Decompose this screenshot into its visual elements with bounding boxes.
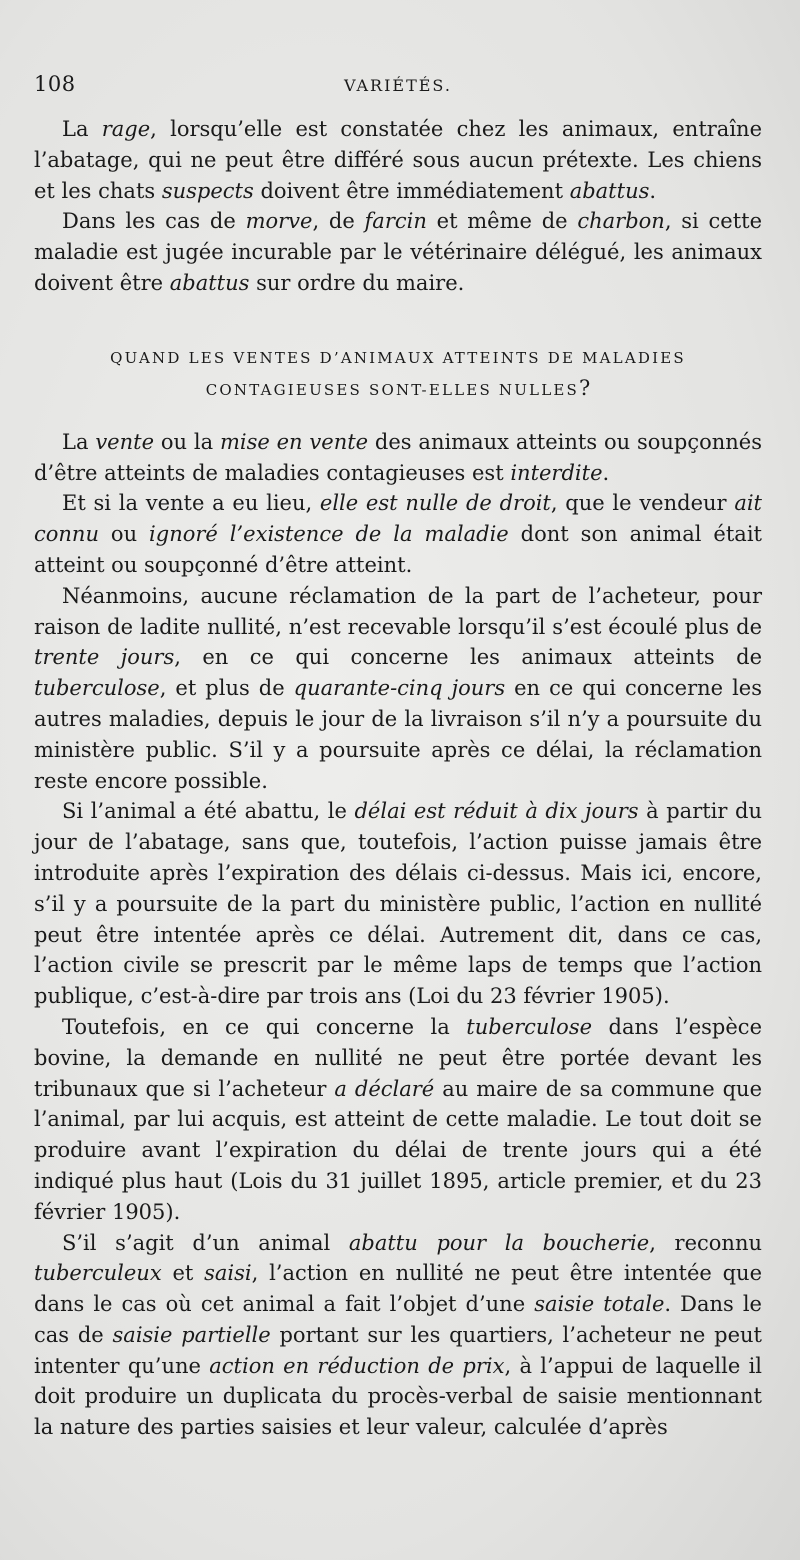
paragraph-morve [34,206,762,298]
text-run: sur ordre du maire. [249,270,465,295]
italic-run: saisie partielle [112,1322,271,1347]
page-body [34,114,762,1443]
italic-run: suspects [161,178,254,203]
text-run: La [62,429,96,454]
page-header [34,72,760,106]
text-run: et [161,1261,205,1286]
italic-run: délai est réduit à dix jours [354,799,639,824]
text-run: , l’action en nullité ne peut être intentée que dans le cas où cet animal a fait l’objet d’une [34,1261,762,1317]
italic-run: mise en vente [219,429,369,454]
text-run: en ce qui concerne les autres maladies, depuis le jour de la livraison s’il n’y a poursuite du ministère public. S’il y a poursuite après ce délai, la réclamation reste encore possible. [34,676,763,793]
italic-run: rage [101,117,151,141]
italic-run: abattus [569,178,650,203]
text-run: portant sur les quartiers, l’acheteur ne peut intenter qu’une [34,1322,762,1378]
text-run: , reconnu [649,1230,763,1255]
text-run: dans l’espèce bovine, la demande en nullité ne peut être portée devant les tribunaux que si l’acheteur [34,1014,762,1101]
italic-run: trente jours [34,645,175,670]
paragraph-nullite [34,488,762,580]
paragraph-rage [34,114,762,206]
italic-run: interdite [510,460,603,485]
text-run: Si l’animal a été abattu, le [62,799,355,824]
italic-run: ait connu [34,491,762,547]
page-number: 108 [34,72,76,96]
paragraph-vente [34,427,762,489]
paragraph-boucherie [34,1228,762,1444]
text-run: à partir du jour de l’abatage, sans que, toutefois, l’action puisse jamais être introduite après l’expiration des délais ci-dessus. Mais ici, encore, s’il y a poursuite de la part du ministère public, l’action en nullité peut être intentée après ce délai. Autrement dit, dans ce cas, l’action civile se prescrit par le même laps de temps que l’action publique, c’est-à-dire par trois ans (Loi du 23 février 1905). [34,799,762,1009]
text-run: . [602,460,610,485]
text-run: S’il s’agit d’un animal [62,1230,349,1255]
italic-run: saisi [204,1261,252,1286]
italic-run: elle est nulle de droit [319,491,551,516]
text-run: ? [579,375,591,400]
italic-run: tuberculose [34,676,160,701]
text-run: dont son animal était atteint ou soupçonné d’être atteint. [34,522,762,577]
text-run: , de [312,209,365,234]
text-run: . Dans le cas de [34,1292,762,1347]
text-run: La [62,117,102,141]
italic-run: abattus [169,270,250,295]
text-run: , lorsqu’elle est constatée chez les animaux, entraîne l’abatage, qui ne peut être différé sous aucun prétexte. Les chiens et les chats [34,117,762,203]
paragraph-abattu [34,796,762,1012]
italic-run: tuberculose [466,1014,593,1039]
italic-run: abattu pour la boucherie [348,1230,650,1255]
text-run: et même de [426,209,578,234]
paragraph-neanmoins [34,581,762,797]
paragraph-tuberculose [34,1012,762,1228]
italic-run: farcin [364,209,427,234]
section-heading [34,343,762,405]
italic-run: ignoré l’existence de la maladie [149,522,509,547]
text-run: QUAND LES VENTES D’ANIMAUX ATTEINTS DE MALADIES CONTAGIEUSES SONT-ELLES NULLES [110,348,686,399]
italic-run: tuberculeux [34,1261,162,1286]
text-run: Toutefois, en ce qui concerne la [62,1014,467,1039]
text-run: au maire de sa commune que l’animal, par lui acquis, est atteint de cette maladie. Le tout doit se produire avant l’expiration du délai de trente jours qui a été indiqué plus haut (Lois du 31 juillet 1895, article premier, et du 23 février 1905). [34,1076,762,1224]
text-run: , en ce qui concerne les animaux atteints de [174,645,762,670]
text-run: , que le vendeur [550,491,735,516]
text-run: ou la [154,429,220,454]
text-run: ou [98,522,150,547]
text-run: , à l’appui de laquelle il doit produire un duplicata du procès-verbal de saisie mentionnant la nature des parties saisies et leur valeur, calculée d’après [34,1353,762,1440]
italic-run: quarante-cinq jours [293,676,506,701]
running-head: VARIÉTÉS. [344,76,452,95]
italic-run: vente [95,429,154,454]
italic-run: a déclaré [334,1076,435,1101]
italic-run: morve [245,209,313,234]
text-run: Néanmoins, aucune réclamation de la part de l’acheteur, pour raison de ladite nullité, n’est recevable lorsqu’il s’est écoulé plus de [34,583,762,639]
text-run: , si cette maladie est jugée incurable par le vétérinaire délégué, les animaux doivent être [34,209,762,295]
italic-run: action en réduction de prix [209,1353,505,1378]
italic-run: saisie totale [534,1292,665,1317]
text-run: doivent être immédiatement [253,178,570,203]
italic-run: charbon [577,209,665,234]
text-run: Et si la vente a eu lieu, [62,491,320,516]
text-run: Dans les cas de [62,209,246,234]
text-run: . [649,178,657,203]
text-run: , et plus de [159,676,294,701]
text-run: des animaux atteints ou soupçonnés d’être atteints de maladies contagieuses est [34,429,763,485]
